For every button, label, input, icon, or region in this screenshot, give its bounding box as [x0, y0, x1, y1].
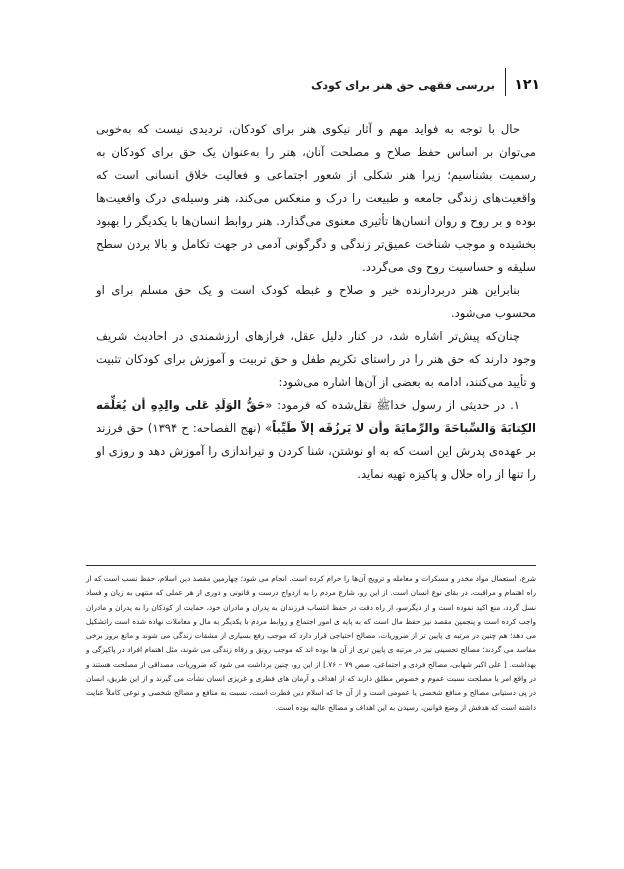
footnote-divider [86, 565, 536, 566]
hadith-arabic-quote: حَقُّ الوَلَدِ عَلی والِدِهِ أن یُعَلِّمَه الکِتابَةَ وَالسِّباحَةَ والرِّمایَةَ وأن لا یَرزُقَه إلاّ طَیِّباً [96, 398, 536, 435]
hadith-intro: ۱. در حدیثی از رسول خداﷺ نقل‌شده که فرمود: « [265, 398, 520, 412]
hadith-translation: » (نهج الفصاحه: ح ۱۳۹۴) حق فرزند بر عهده‌ی پدرش این است که به او نوشتن، شنا کردن و تیراندازی را آموزش دهد و روزی او را تنها از راه حلال و پاکیزه تهیه نماید. [96, 421, 536, 481]
page-header [311, 74, 540, 96]
running-title: بررسی فقهی حق هنر برای کودک [311, 78, 495, 92]
footnotes [86, 572, 536, 715]
page-number: ۱۲۱ [514, 77, 540, 93]
paragraph-2: بنابراین هنر دربردارنده خیر و صلاح و غبطه کودک است و یک حق مسلم برای او محسوب می‌شود. [96, 283, 536, 320]
paragraph-3: چنان‌که پیش‌تر اشاره شد، در کنار دلیل عقل، فرازهای ارزشمندی در احادیث شریف وجود دارند که حق هنر را در راستای تکریم طفل و حق تربیت و آموزش برای کودکان تثبیت و تأیید می‌کنند، ادامه به بعضی از آن‌ها اشاره می‌شود: [96, 329, 536, 389]
paragraph-4 [96, 394, 536, 486]
header-divider [505, 68, 507, 96]
paragraph-1: حال با توجه به فواید مهم و آثار نیکوی هنر برای کودکان، تردیدی نیست که به‌خوبی می‌توان بر اساس حفظ صلاح و مصلحت آنان، هنر را به‌عنوان یک حق برای کودکان به رسمیت بشناسیم؛ زیرا هنر شکلی از شعور اجتماعی و فعالیت خلاق انسانی است که واقعیت‌های زندگی جامعه و طبیعت را درک و منعکس می‌کند، هنر وسیله‌ی درک واقعیت‌ها بوده و بر روح و روان انسان‌ها تأثیری معنوی می‌گذارد. هنر روابط انسان‌ها با یکدیگر را بهبود بخشیده و موجب شناخت عمیق‌تر زندگی و دگرگونی آدمی در جهت تکامل و بالا بردن سطح سلیقه و حساسیت روح وی می‌گردد. [96, 122, 536, 274]
main-text [96, 118, 536, 486]
footnote-text: شرع، استعمال مواد مخدر و مسکرات و معامله و ترویج آن‌ها را حرام کرده است. انجام می شود؛ چهارمین مقصد دین اسلام، حفظ نسب است که از راه اهتمام و مراقبت، در بقای نوع انسان است. از این رو، شارع مردم را به ازدواج درست و قانونی و دوری از هر عملی که منتهی به زیان و فساد نسل گردد، منع اکید نموده است و از دیگرسو، از راه دقت در حفظ انتساب فرزندان به پدران و مادران خود، حمایت از کودکان را به پدران و مادران واجب کرده است و پنجمین مقصد نیز حفظ مال است که به پایه ی امور اجتماع و روابط مردم با یکدیگر به مال و معاملات نهاده شده است راتشکیل می دهد؛ هم چنین در مرتبه ی پایین تر از ضروریات، مصالح احتیاجی قرار دارد که موجب رفع بسیاری از مشقات زندگی می شوند و مانع بروز برخی مفاسد می گردند؛ مصالح تحسینی نیز در مرتبه ی پایین تری از آن ها بوده اند که موجب رونق و رفاه زندگی می شوند، مثل اهتمام افراد در پاکیزگی و بهداشت. [ علی اکبر شهابی، مصالح فردی و اجتماعی، صص ۷۹ – ۷۶.] از این رو، چنین برداشت می شود که ضروریات، مصداقی از مصلحت هستند و در واقع امر یا مصلحت نسبت عموم و خصوص مطلق دارند که از اهداف و آرمان های فطری و غریزی انسان نشأت می گیرند و از این طریق، انسان در پی دستیابی مصالح و منافع شخصی یا عمومی است و از آن جا که اسلام دین فطرت است، نسبت به منافع و مصالح شخصی و نوعی کاملاً عنایت داشته است که هدفش از وضع قوانین، رسیدن به این اهداف و مصالح عالیه بوده است. [86, 574, 537, 712]
